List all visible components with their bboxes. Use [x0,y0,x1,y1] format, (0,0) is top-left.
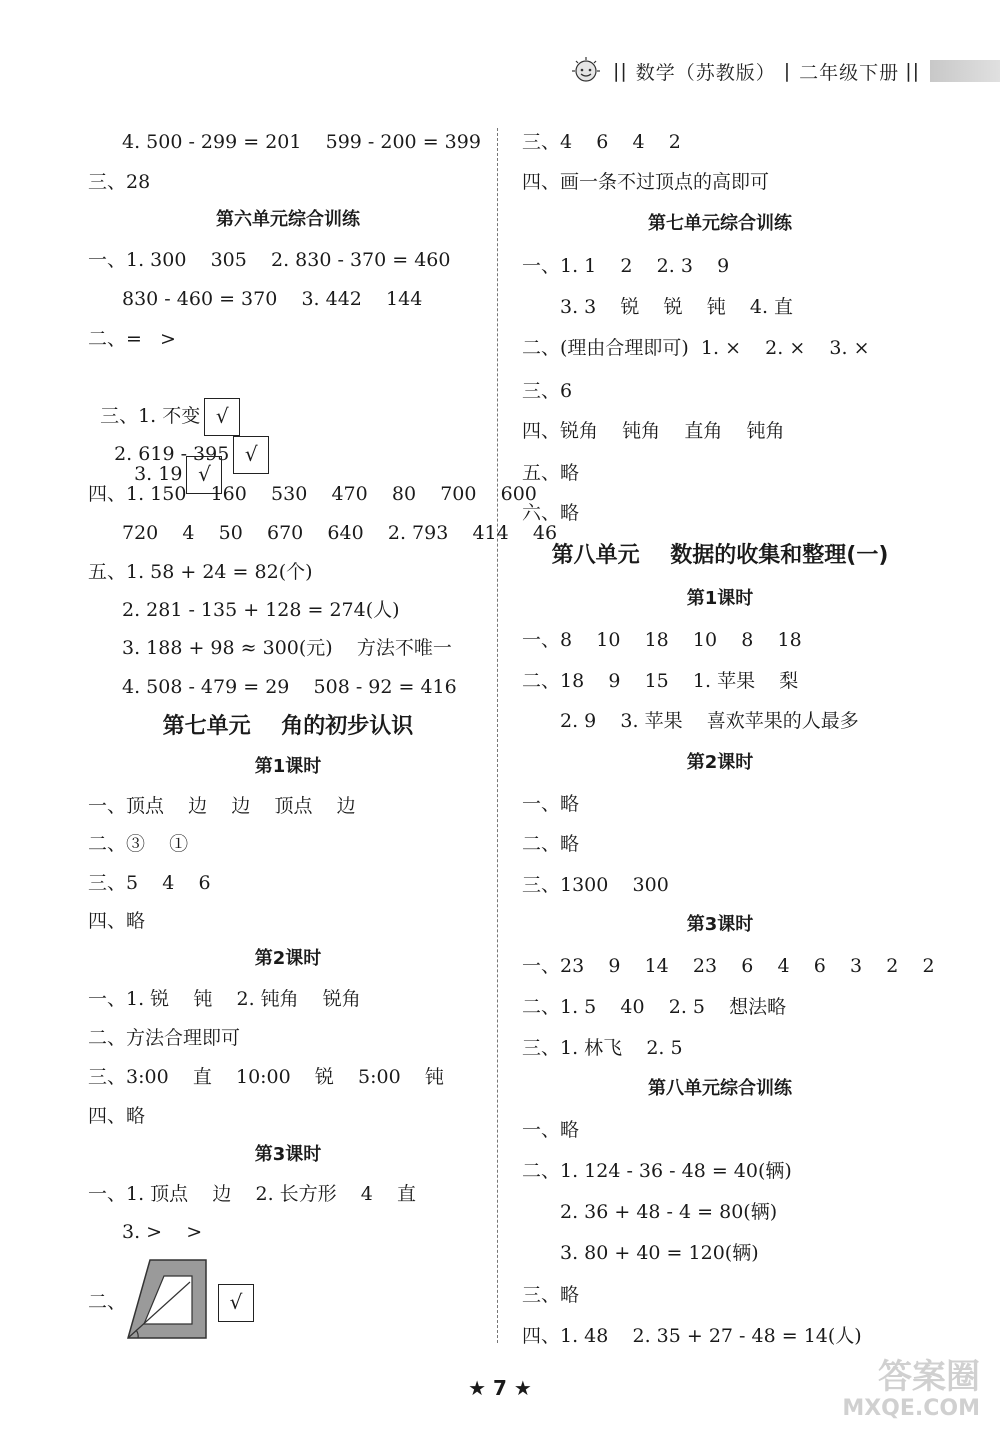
header-grade: 二年级下册 [799,61,900,84]
answer-line: 一、略 [522,1119,580,1141]
answer-line: 四、略 [88,1105,146,1127]
answer-line: 3. 188 + 98 ≈ 300(元) 方法不唯一 [122,637,452,659]
answer-line: 3. 80 + 40 = 120(辆) [560,1242,759,1264]
answer-line: 二、(理由合理即可) 1. × 2. × 3. × [522,337,870,359]
answer-line: 二、 [88,1291,127,1313]
page-number: ★ 7 ★ [468,1376,532,1400]
answer-line: 一、1. 1 2 2. 3 9 [522,255,730,277]
header-separator: || [612,60,628,82]
answer-line: 六、略 [522,502,580,524]
column-divider [497,128,498,1343]
header-subject: 数学（苏教版） [635,61,776,84]
answer-text: 三、1. 不变 [100,405,201,427]
answer-line: 二、= > [88,328,176,350]
answer-line: 一、23 9 14 23 6 4 6 3 2 2 [522,955,935,977]
section-title: 第八单元综合训练 [648,1078,792,1099]
answer-line: 3. 3 锐 锐 钝 4. 直 [560,296,794,318]
answer-line: 二、③ ① [88,833,189,855]
answer-line: 720 4 50 670 640 2. 793 414 46 [122,522,558,544]
unit-title: 第七单元 角的初步认识 [162,714,414,739]
header-separator-2: | [783,60,792,82]
answer-line: 三、3:00 直 10:00 锐 5:00 钝 [88,1066,444,1088]
section-title: 第3课时 [686,914,754,935]
answer-line: 四、略 [88,910,146,932]
check-box: √ [204,398,240,436]
answer-line: 二、18 9 15 1. 苹果 梨 [522,670,799,692]
set-square-figure [120,1252,220,1344]
unit-title: 第八单元 数据的收集和整理(一) [551,543,889,568]
mascot-sun-icon [569,56,603,86]
section-title: 第1课时 [686,588,754,609]
answer-line: 三、5 4 6 [88,872,211,894]
answer-line: 四、1. 48 2. 35 + 27 - 48 = 14(人) [522,1325,862,1347]
answer-line: 四、锐角 钝角 直角 钝角 [522,420,785,442]
answer-line: 三、1300 300 [522,874,669,896]
page-header [569,52,1000,90]
answer-line: 四、画一条不过顶点的高即可 [522,171,770,193]
answer-line: 3. > > [122,1221,203,1243]
check-box: √ [233,436,269,474]
answer-line: 三、略 [522,1284,580,1306]
answer-line: 830 - 460 = 370 3. 442 144 [122,288,423,310]
header-bar [930,60,1000,82]
answer-line: 4. 508 - 479 = 29 508 - 92 = 416 [122,676,457,698]
answer-line: 二、1. 5 40 2. 5 想法略 [522,996,787,1018]
section-title: 第2课时 [254,948,322,969]
answer-line: 二、略 [522,833,580,855]
answer-line: 三、4 6 4 2 [522,131,681,153]
answer-line: 三、6 [522,380,573,402]
answer-line: 二、1. 124 - 36 - 48 = 40(辆) [522,1160,792,1182]
section-title: 第3课时 [254,1144,322,1165]
answer-line: 2. 36 + 48 - 4 = 80(辆) [560,1201,778,1223]
answer-line: 二、方法合理即可 [88,1027,241,1049]
answer-line: 2. 9 3. 苹果 喜欢苹果的人最多 [560,710,859,732]
answer-line: 四、1. 150 160 530 470 80 700 600 [88,483,537,505]
header-separator-3: || [905,60,920,82]
answer-line: 一、略 [522,793,580,815]
answer-text: 3. 19 [134,463,183,485]
answer-line: 4. 500 - 299 = 201 599 - 200 = 399 [122,131,481,153]
check-box: √ [186,456,222,494]
answer-line: 三、1. 林飞 2. 5 [522,1037,683,1059]
watermark-text: 答案圈 [878,1357,980,1397]
check-box: √ [218,1284,254,1322]
section-title: 第2课时 [686,752,754,773]
watermark [780,1358,980,1428]
answer-line: 一、1. 锐 钝 2. 钝角 锐角 [88,988,361,1010]
answer-line: 五、1. 58 + 24 = 82(个) [88,561,313,583]
answer-line: 三、28 [88,171,151,193]
answer-line: 一、8 10 18 10 8 18 [522,629,802,651]
answer-line: 一、顶点 边 边 顶点 边 [88,795,356,817]
watermark-url: MXQE.COM [842,1396,980,1421]
answer-line: 一、1. 顶点 边 2. 长方形 4 直 [88,1183,417,1205]
answer-text: 2. 619 - 395 [114,443,230,465]
section-title: 第六单元综合训练 [216,209,360,230]
answer-line: 五、略 [522,462,580,484]
answer-line: 2. 281 - 135 + 128 = 274(人) [122,599,400,621]
section-title: 第七单元综合训练 [648,213,792,234]
answer-line: 一、1. 300 305 2. 830 - 370 = 460 [88,249,451,271]
section-title: 第1课时 [254,756,322,777]
